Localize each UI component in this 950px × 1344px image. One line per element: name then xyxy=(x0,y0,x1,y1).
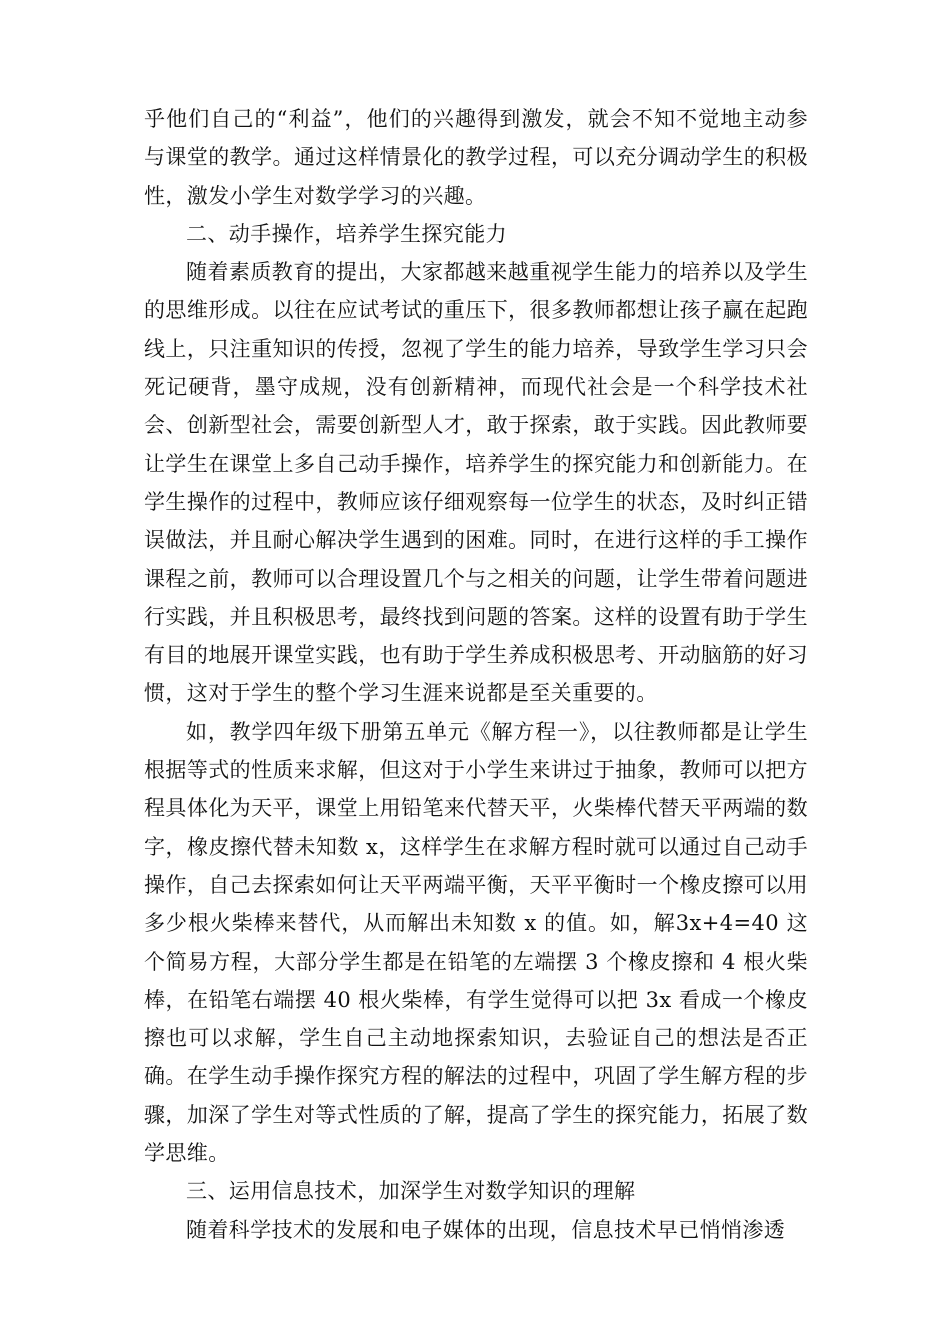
paragraph-info-tech: 随着科学技术的发展和电子媒体的出现，信息技术早已悄悄渗透 xyxy=(186,1217,786,1242)
section-heading-3: 三、运用信息技术，加深学生对数学知识的理解 xyxy=(186,1179,636,1204)
paragraph-equation-example: 如，教学四年级下册第五单元《解方程一》，以往教师都是让学生根据等式的性质来求解，但这对于小学生来讲过于抽象，教师可以把方程具体化为天平，课堂上用铅笔来代替天平，火柴棒代替天平两端的数字，橡皮擦代替未知数 x，这样学生在求解方程时就可以通过自己动手操作，自己去探索如何让天平两端平衡，天平平衡时一个橡皮擦可以用多少根火柴棒来替代，从而解出未知数 x 的值。如，解3x+4=40 这个简易方程，大部分学生都是在铅笔的左端摆 3 个橡皮擦和 4 根火柴棒，在铅笔右端摆 40 根火柴棒，有学生觉得可以把 3x 看成一个橡皮擦也可以求解，学生自己主动地探索知识，去验证自己的想法是否正确。在学生动手操作探究方程的解法的过程中，巩固了学生解方程的步骤，加深了学生对等式性质的了解，提高了学生的探究能力，拓展了数学思维。 xyxy=(144,719,808,1166)
document-page xyxy=(144,100,808,1249)
paragraph-continuation: 乎他们自己的“利益”，他们的兴趣得到激发，就会不知不觉地主动参与课堂的教学。通过这样情景化的教学过程，可以充分调动学生的积极性，激发小学生对数学学习的兴趣。 xyxy=(144,107,808,208)
section-heading-2: 二、动手操作，培养学生探究能力 xyxy=(186,221,507,246)
paragraph-hands-on: 随着素质教育的提出，大家都越来越重视学生能力的培养以及学生的思维形成。以往在应试考试的重压下，很多教师都想让孩子赢在起跑线上，只注重知识的传授，忽视了学生的能力培养，导致学生学习只会死记硬背，墨守成规，没有创新精神，而现代社会是一个科学技术社会、创新型社会，需要创新型人才，敢于探索，敢于实践。因此教师要让学生在课堂上多自己动手操作，培养学生的探究能力和创新能力。在学生操作的过程中，教师应该仔细观察每一位学生的状态，及时纠正错误做法，并且耐心解决学生遇到的困难。同时，在进行这样的手工操作课程之前，教师可以合理设置几个与之相关的问题，让学生带着问题进行实践，并且积极思考，最终找到问题的答案。这样的设置有助于学生有目的地展开课堂实践，也有助于学生养成积极思考、开动脑筋的好习惯，这对于学生的整个学习生涯来说都是至关重要的。 xyxy=(144,260,808,706)
